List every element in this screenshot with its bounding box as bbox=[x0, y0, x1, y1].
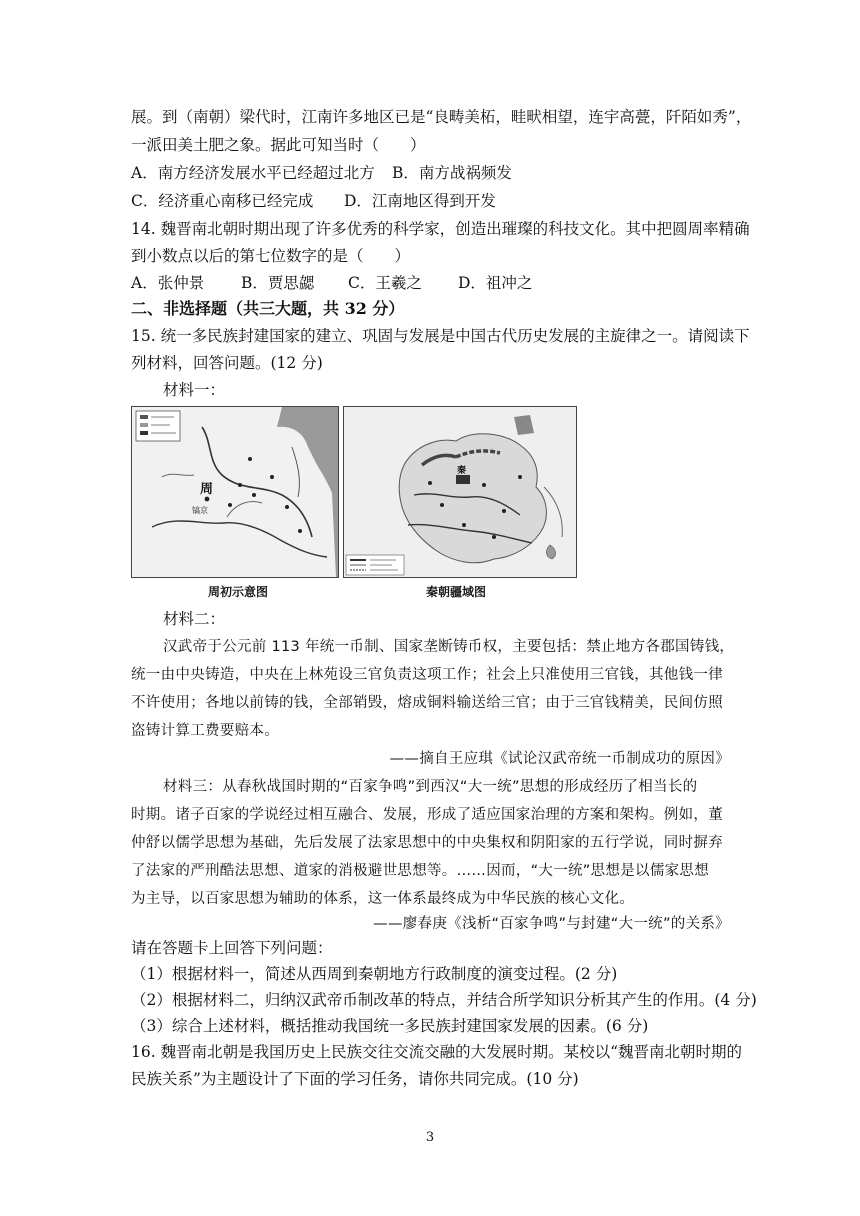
q15-subquestion-2: （2）根据材料二，归纳汉武帝币制改革的特点，并结合所学知识分析其产生的作用。(4 分) bbox=[131, 991, 757, 1009]
zhou-map-caption: 周初示意图 bbox=[208, 585, 269, 599]
material-2-line-4: 盗铸计算工费要赔本。 bbox=[131, 723, 279, 739]
material-2-line-3: 不许使用；各地以前铸的钱，全部销毁，熔成铜料输送给三官；由于三官钱精美，民间仿照 bbox=[131, 695, 723, 711]
material-3-line-4: 了法家的严刑酷法思想、道家的消极避世思想等。……因而，“大一统”思想是以儒家思想 bbox=[131, 863, 710, 879]
q14-option-a: A．张仲景 bbox=[131, 274, 205, 292]
q13-option-c: C．经济重心南移已经完成 bbox=[131, 192, 314, 210]
zhou-map-drawing bbox=[132, 407, 338, 577]
zhou-label: 周 bbox=[200, 482, 214, 497]
material-2-line-2: 统一由中央铸造，中央在上林苑设三官负责这项工作；社会上只准使用三官钱，其他钱一律 bbox=[131, 667, 723, 683]
material-3-line-2: 时期。诸子百家的学说经过相互融合、发展，形成了适应国家治理的方案和架构。例如，董 bbox=[131, 807, 723, 823]
q14-line-1: 14. 魏晋南北朝时期出现了许多优秀的科学家，创造出璀璨的科技文化。其中把圆周率精确 bbox=[131, 220, 750, 238]
material-3-line-1: 材料三：从春秋战国时期的“百家争鸣”到西汉“大一统”思想的形成经历了相当长的 bbox=[163, 779, 698, 795]
q13-option-d: D．江南地区得到开发 bbox=[344, 192, 496, 210]
q16-line-2: 民族关系”为主题设计了下面的学习任务，请你共同完成。(10 分) bbox=[131, 1070, 579, 1088]
qin-map-drawing bbox=[344, 407, 576, 577]
section-2-heading: 二、非选择题（共三大题，共 32 分） bbox=[131, 299, 405, 318]
q15-line-2: 列材料，回答问题。(12 分) bbox=[131, 354, 323, 372]
material-2-line-1: 汉武帝于公元前 113 年统一币制、国家垄断铸币权，主要包括：禁止地方各郡国铸钱， bbox=[163, 639, 735, 655]
q13-option-a: A．南方经济发展水平已经超过北方 bbox=[131, 164, 375, 182]
material-3-line-5: 为主导，以百家思想为辅助的体系，这一体系最终成为中华民族的核心文化。 bbox=[131, 891, 635, 907]
q14-option-c: C．王羲之 bbox=[348, 274, 422, 292]
q15-line-1: 15. 统一多民族封建国家的建立、巩固与发展是中国古代历史发展的主旋律之一。请阅读下 bbox=[131, 327, 750, 345]
q14-option-d: D．祖冲之 bbox=[458, 274, 533, 292]
material-3-line-3: 仲舒以儒学思想为基础，先后发展了法家思想中的中央集权和阴阳家的五行学说，同时摒弃 bbox=[131, 835, 723, 851]
material-2-label: 材料二： bbox=[163, 610, 226, 628]
page-number: 3 bbox=[425, 1130, 435, 1145]
haojing-label: 镐京 bbox=[192, 506, 208, 515]
material-3-source: ——廖春庚《浅析“百家争鸣”与封建“大一统”的关系》 bbox=[373, 916, 730, 932]
zhou-map bbox=[131, 406, 339, 578]
q14-option-b: B．贾思勰 bbox=[241, 274, 315, 292]
q15-subquestion-1: （1）根据材料一，简述从西周到秦朝地方行政制度的演变过程。(2 分) bbox=[131, 965, 618, 983]
material-2-source: ——摘自王应琪《试论汉武帝统一币制成功的原因》 bbox=[389, 751, 730, 767]
qin-label: 秦 bbox=[457, 466, 467, 476]
qin-map-caption: 秦朝疆域图 bbox=[426, 585, 487, 599]
material-1-label: 材料一： bbox=[163, 381, 226, 399]
q13-line-1: 展。到（南朝）梁代时，江南许多地区已是“良畴美柘，畦畎相望，连宇高甍，阡陌如秀”， bbox=[131, 108, 752, 126]
q16-line-1: 16. 魏晋南北朝是我国历史上民族交往交流交融的大发展时期。某校以“魏晋南北朝时期的 bbox=[131, 1043, 743, 1061]
q13-option-b: B．南方战祸频发 bbox=[392, 164, 512, 182]
q15-subquestion-3: （3）综合上述材料，概括推动我国统一多民族封建国家发展的因素。(6 分) bbox=[131, 1017, 649, 1035]
q15-instruction: 请在答题卡上回答下列问题： bbox=[131, 939, 333, 957]
q13-line-2: 一派田美土肥之象。据此可知当时（ ） bbox=[131, 136, 426, 154]
q14-line-2: 到小数点以后的第七位数字的是（ ） bbox=[131, 247, 411, 265]
qin-map bbox=[343, 406, 577, 578]
